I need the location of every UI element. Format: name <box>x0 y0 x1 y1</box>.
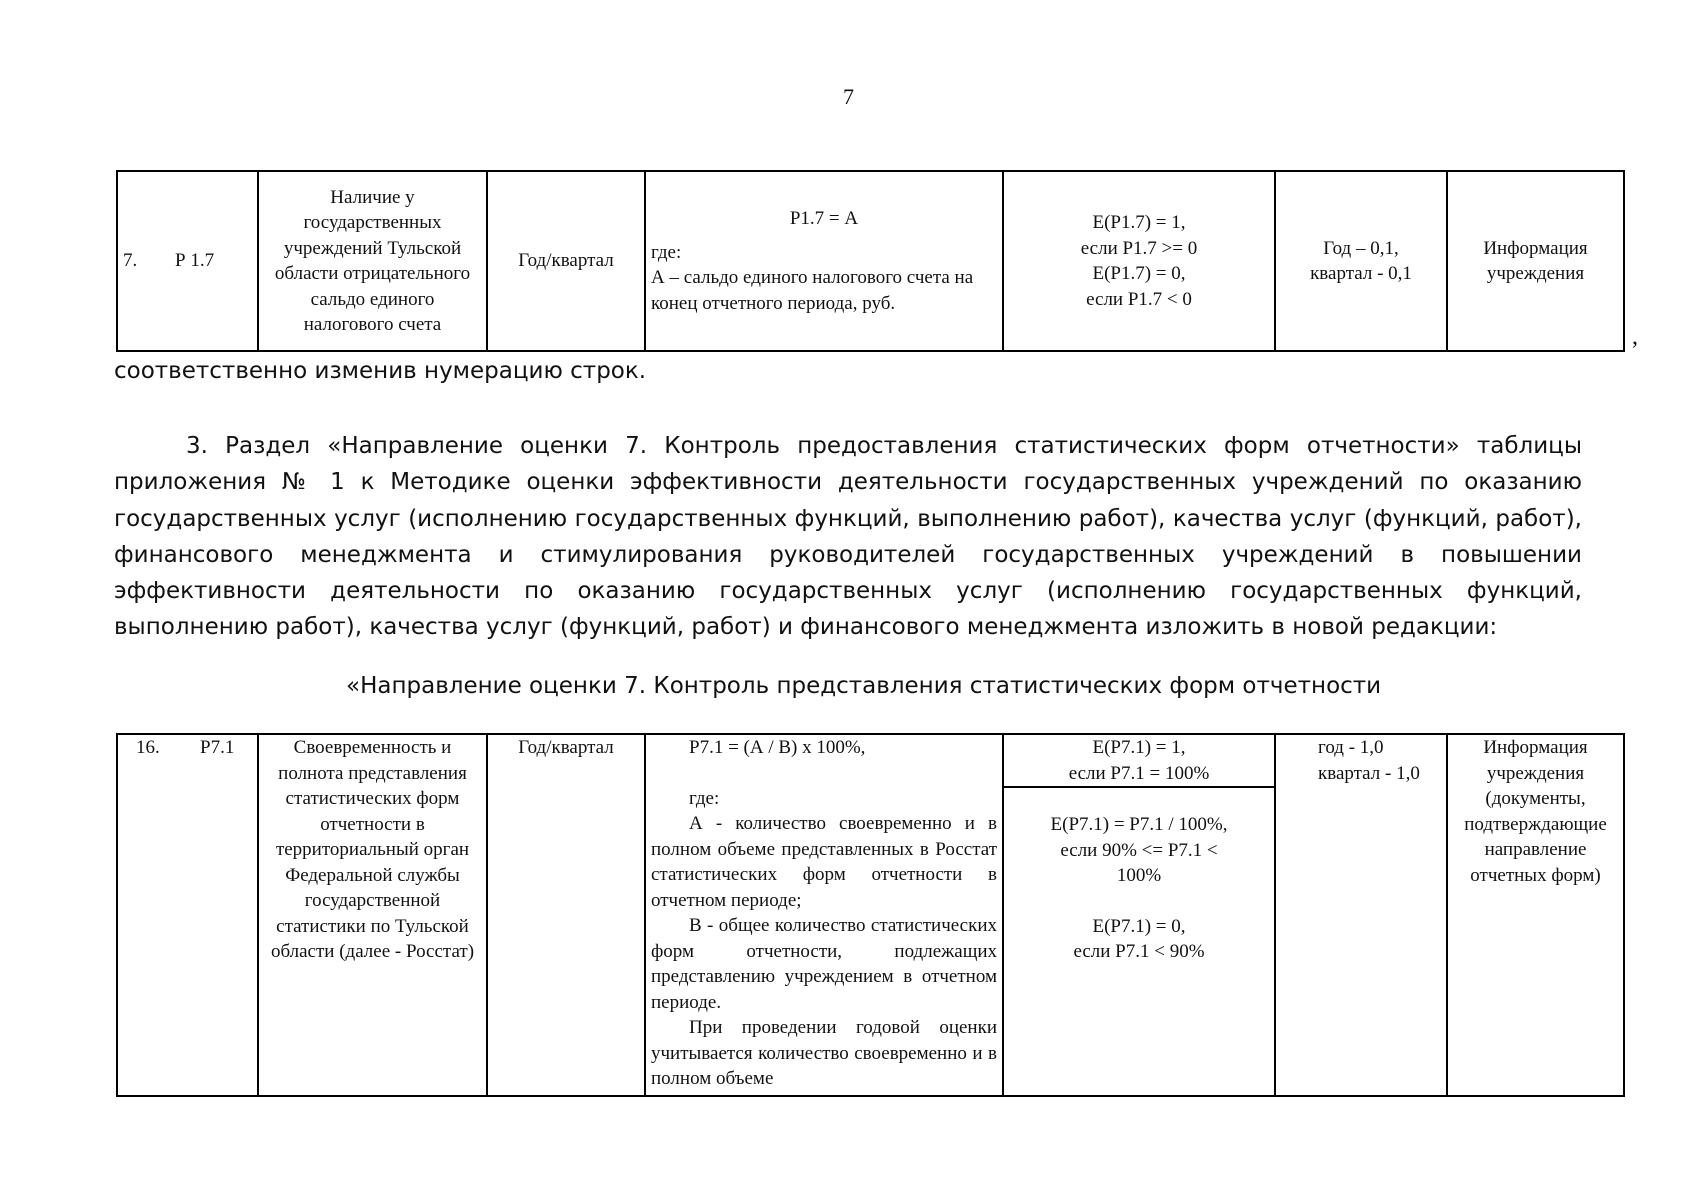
formula-where: где: <box>651 241 682 263</box>
row-number-code-cell <box>117 171 258 351</box>
indicator-name: Своевременность и полнота представления статистических форм отчетности в территориальный орган Федеральной службы государственной статистики по Тульской области (далее - Росстат) <box>258 734 487 1096</box>
score-line: Е(Р7.1) = Р7.1 / 100%, <box>1050 814 1228 835</box>
section-paragraph: 3. Раздел «Направление оценки 7. Контроль предоставления статистических форм отчетности» таблицы приложения № 1 к Методике оценки эффективности деятельности государственных учреждений по оказанию государственных услуг (исполнению государственных функций, выполнению работ), качества услуг (функций, работ), финансового менеджмента и стимулирования руководителей государственных учреждений в повышении эффективности деятельности по оказанию государственных услуг (исполнению государственных функций, выполнению работ), качества услуг (функций, работ) и финансового менеджмента изложить в новой редакции: <box>114 433 1582 641</box>
score-case-3 <box>1004 889 1274 965</box>
score-line: Е(Р1.7) = 1, <box>1092 212 1186 233</box>
score-line: если Р1.7 >= 0 <box>1080 237 1198 259</box>
period: Год/квартал <box>487 734 645 1096</box>
formula-where-desc: А – сальдо единого налогового счета на конец отчетного периода, руб. <box>651 267 974 314</box>
score-line: Е(Р7.1) = 1, <box>1092 737 1186 758</box>
formula-where: где: <box>689 787 720 809</box>
source-cell <box>1447 171 1624 351</box>
score-case-1 <box>1004 735 1274 788</box>
score-case-2 <box>1004 788 1274 889</box>
indicator-table-row-16 <box>116 733 1625 1097</box>
row-number: 7. <box>123 250 138 272</box>
period: Год/квартал <box>487 171 645 351</box>
page-number: 7 <box>843 84 854 109</box>
score-line: 100% <box>1116 865 1162 886</box>
indicator-name: Наличие у государственных учреждений Тульской области отрицательного сальдо единого налогового счета <box>258 171 487 351</box>
score-cell <box>1003 171 1275 351</box>
section-heading: «Направление оценки 7. Контроль представления статистических форм отчетности <box>346 673 1382 699</box>
score-line: Е(Р7.1) = 0, <box>1092 915 1186 937</box>
formula-b-desc: В - общее количество статистических форм отчетности, подлежащих представлению учреждением в отчетном периоде. <box>651 915 997 1013</box>
row-number-code-cell <box>117 734 258 1096</box>
weight-line: квартал - 1,0 <box>1318 762 1420 784</box>
renumber-note: соответственно изменив нумерацию строк. <box>114 358 647 384</box>
formula-annual-desc: При проведении годовой оценки учитывается количество своевременно и в полном объеме <box>651 1017 997 1089</box>
weight-line: год - 1,0 <box>1318 737 1384 758</box>
weight-cell <box>1275 734 1447 1096</box>
weight-line: Год – 0,1, <box>1323 237 1399 259</box>
score-line: если 90% <= Р7.1 < <box>1060 839 1218 861</box>
table-row <box>117 171 1624 351</box>
source-cell: Информация учреждения (документы, подтверждающие направление отчетных форм) <box>1447 734 1624 1096</box>
table-row <box>117 734 1624 1096</box>
score-line: если Р1.7 < 0 <box>1086 288 1192 310</box>
trailing-comma: , <box>1632 324 1638 350</box>
score-cell <box>1003 734 1275 1096</box>
weight-line: квартал - 0,1 <box>1310 263 1412 284</box>
score-line: Е(Р1.7) = 0, <box>1092 263 1186 284</box>
formula-cell <box>645 734 1003 1096</box>
formula-cell <box>645 171 1003 351</box>
formula: Р1.7 = А <box>789 208 859 229</box>
indicator-code: Р7.1 <box>200 737 235 758</box>
score-line: если Р7.1 < 90% <box>1073 941 1205 962</box>
source-line: учреждения <box>1486 263 1585 284</box>
weight-cell <box>1275 171 1447 351</box>
formula: Р7.1 = (А / В) х 100%, <box>689 737 866 758</box>
score-line: если Р7.1 = 100% <box>1068 762 1210 784</box>
row-number: 16. <box>136 737 160 758</box>
indicator-table-row-7 <box>116 170 1625 352</box>
source-line: Информация <box>1483 237 1588 259</box>
indicator-code: Р 1.7 <box>175 250 215 272</box>
formula-a-desc: А - количество своевременно и в полном объеме представленных в Росстат статистических форм отчетности в отчетном периоде; <box>651 813 997 911</box>
